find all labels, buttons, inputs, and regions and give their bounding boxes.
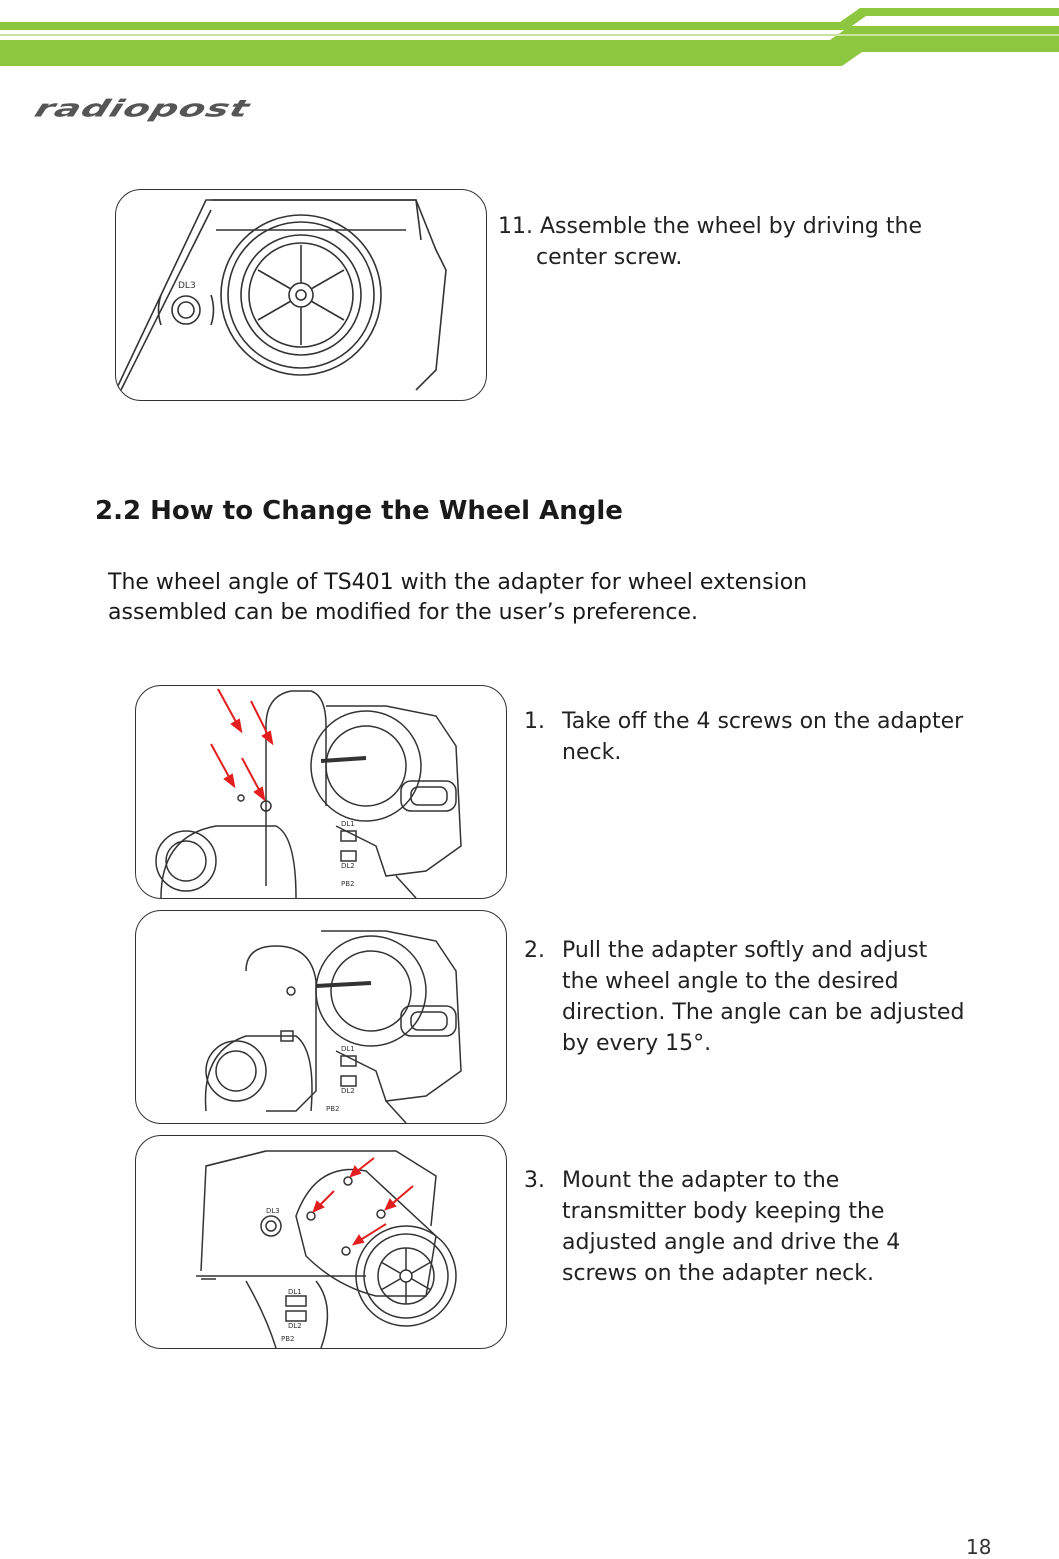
step1-photo [135,685,507,899]
dl3-label: DL3 [178,281,196,291]
step1-line: neck. [562,740,622,765]
intro-line1: The wheel angle of TS401 with the adapter for wheel extension [108,570,808,595]
dl3-label: DL3 [266,1207,280,1215]
section-heading: 2.2 How to Change the Wheel Angle [95,496,623,526]
step2-photo [135,910,507,1124]
step2-text [524,935,1004,1065]
dl1-label: DL1 [288,1288,302,1296]
step11-line2: center screw. [536,245,683,270]
intro-line2: assembled can be modified for the user’s preference. [108,600,699,625]
page-number: 18 [966,1535,992,1559]
header-stripes [0,0,1059,80]
step2-number: 2. [524,938,545,963]
step2-line: Pull the adapter softly and adjust [562,938,928,963]
step2-line: by every 15°. [562,1031,712,1056]
dl2-label: DL2 [341,862,355,870]
step1-line: Take off the 4 screws on the adapter [562,709,964,734]
step3-line: screws on the adapter neck. [562,1261,874,1286]
step3-number: 3. [524,1168,545,1193]
step3-line: Mount the adapter to the [562,1168,840,1193]
step2-line: the wheel angle to the desired [562,969,899,994]
step3-photo [135,1135,507,1349]
dl1-label: DL1 [341,820,355,828]
step11-text [498,211,922,273]
section-intro [108,568,868,628]
step1-number: 1. [524,709,545,734]
pb2-label: PB2 [326,1105,340,1113]
step11-photo [115,189,487,401]
step3-text [524,1165,1004,1295]
pb2-label: PB2 [341,880,355,888]
dl1-label: DL1 [341,1045,355,1053]
step3-line: adjusted angle and drive the 4 [562,1230,901,1255]
step11-line1: 11. Assemble the wheel by driving the [498,214,922,239]
step1-text [524,706,1004,776]
dl2-label: DL2 [341,1087,355,1095]
radiopost-logo: radiopost [31,95,254,123]
step3-line: transmitter body keeping the [562,1199,885,1224]
step2-line: direction. The angle can be adjusted [562,1000,965,1025]
pb2-label: PB2 [281,1335,295,1343]
dl2-label: DL2 [288,1322,302,1330]
